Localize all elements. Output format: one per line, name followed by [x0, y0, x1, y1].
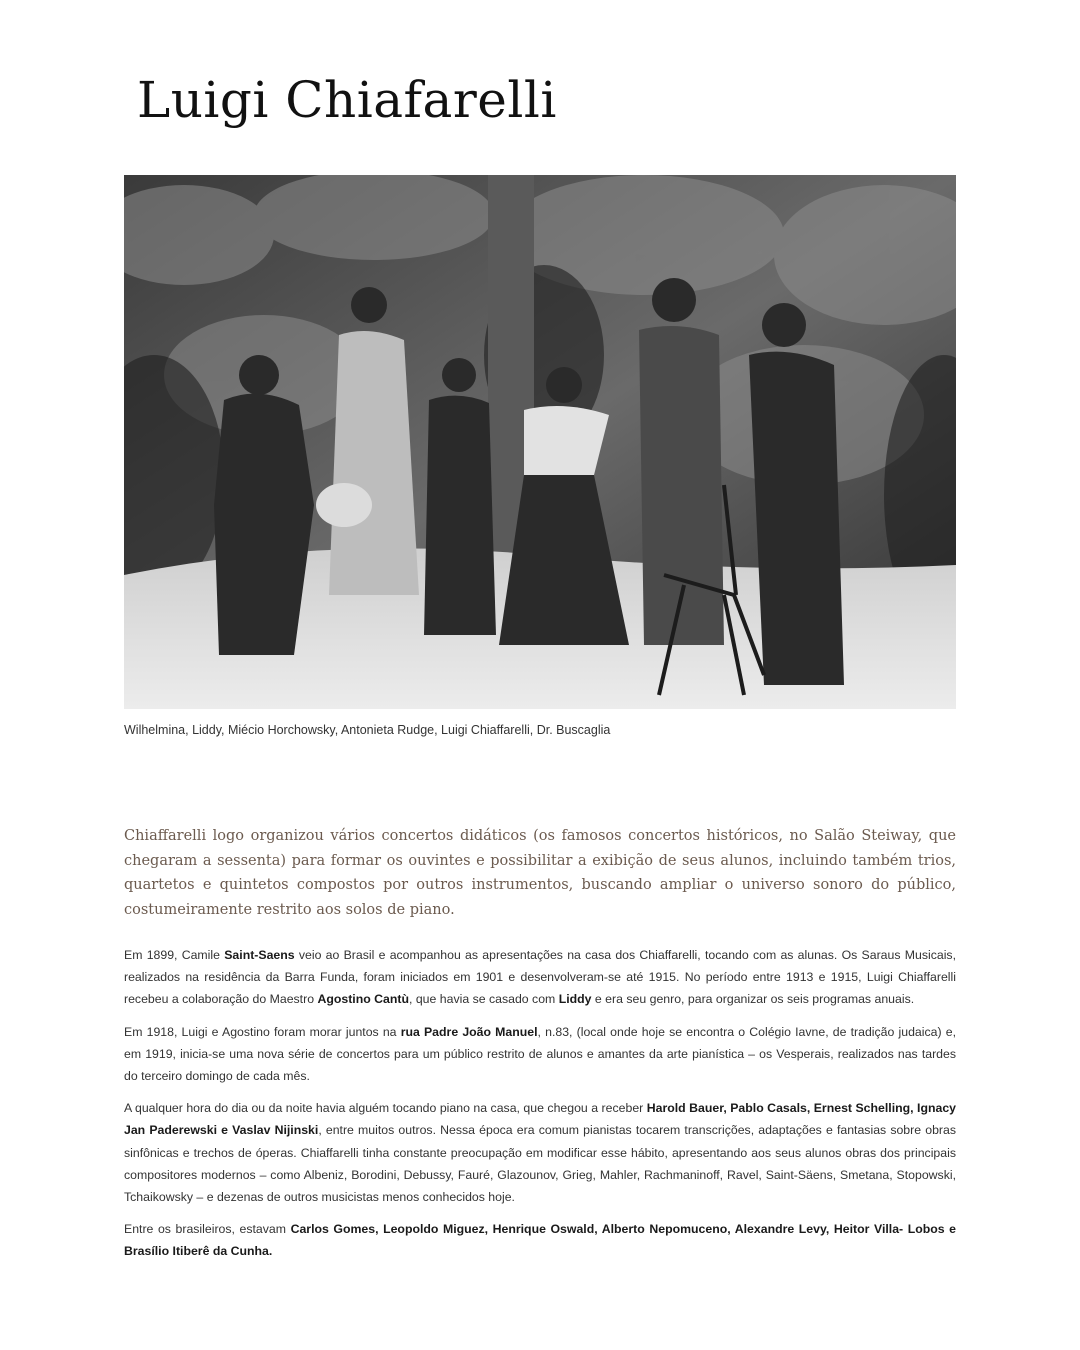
names-visitors: Harold Bauer, Pablo Casals, Ernest Schelling, Ignacy Jan Paderewski e Vaslav Nijinski [124, 1101, 956, 1138]
text-segment: , que havia se casado com [409, 992, 559, 1007]
photo-caption: Wilhelmina, Liddy, Miécio Horchowsky, Antonieta Rudge, Luigi Chiaffarelli, Dr. Buscaglia [124, 723, 611, 737]
address-rua-padre: rua Padre João Manuel [400, 1024, 538, 1039]
group-photo [124, 175, 956, 709]
paragraph-1918 [124, 1021, 956, 1088]
text-segment: veio ao Brasil e acompanhou as apresentações na casa dos Chiaffarelli, tocando com as alunas. Os Saraus Musicais, realizados na residência da Barra Funda, foram iniciados em 1901 e desenvolveram-se até 1915. No período entre 1913 e 1915, Luigi Chiaffarelli recebeu a colaboração do Maestro [124, 948, 956, 1007]
intro-paragraph: Chiaffarelli logo organizou vários concertos didáticos (os famosos concertos históricos, no Salão Steiway, que chegaram a sessenta) para formar os ouvintes e possibilitar a exibição de seus alunos, incluindo também trios, quartetos e quintetos compostos por outros instrumentos, buscando ampliar o universo sonoro do público, costumeiramente restrito aos solos de piano. [124, 828, 956, 918]
article-body [124, 944, 956, 1273]
paragraph-saint-saens [124, 944, 956, 1011]
names-brazilians: Carlos Gomes, Leopoldo Miguez, Henrique Oswald, Alberto Nepomuceno, Alexandre Levy, Heitor Villa- Lobos e Brasílio Itiberê da Cunha. [124, 1222, 956, 1259]
group-photo-icon [124, 175, 956, 709]
name-agostino-cantu: Agostino Cantù [317, 992, 409, 1007]
text-segment: Em 1918, Luigi e Agostino foram morar juntos na [124, 1024, 401, 1039]
page-title: Luigi Chiafarelli [137, 71, 557, 129]
text-segment: A qualquer hora do dia ou da noite havia alguém tocando piano na casa, que chegou a receber [124, 1101, 647, 1116]
text-segment: Entre os brasileiros, estavam [124, 1222, 291, 1237]
text-segment: , n.83, (local onde hoje se encontra o Colégio Iavne, de tradição judaica) e, em 1919, inicia-se uma nova série de concertos para um público restrito de alunos e amantes da arte pianística – os Vesperais, realizados nas tardes do terceiro domingo de cada mês. [124, 1024, 957, 1084]
text-segment: , entre muitos outros. Nessa época era comum pianistas tocarem transcrições, adaptações e fantasias sobre obras sinfônicas e trechos de óperas. Chiaffarelli tinha constante preocupação em modificar esse hábito, apresentando aos seus alunos obras dos principais compositores modernos – como Albeniz, Borodini, Debussy, Fauré, Glazounov, Grieg, Mahler, Rachmaninoff, Ravel, Saint-Säens, Smetana, Stopowski, Tchaikowsky – e dezenas de outros musicistas menos conhecidos hoje. [124, 1123, 956, 1205]
paragraph-brazilians [124, 1218, 956, 1262]
paragraph-visitors [124, 1097, 956, 1208]
name-saint-saens: Saint-Saens [224, 948, 295, 962]
text-segment: Em 1899, Camile [124, 948, 225, 962]
name-liddy: Liddy [558, 992, 592, 1007]
text-segment: e era seu genro, para organizar os seis programas anuais. [591, 992, 915, 1007]
